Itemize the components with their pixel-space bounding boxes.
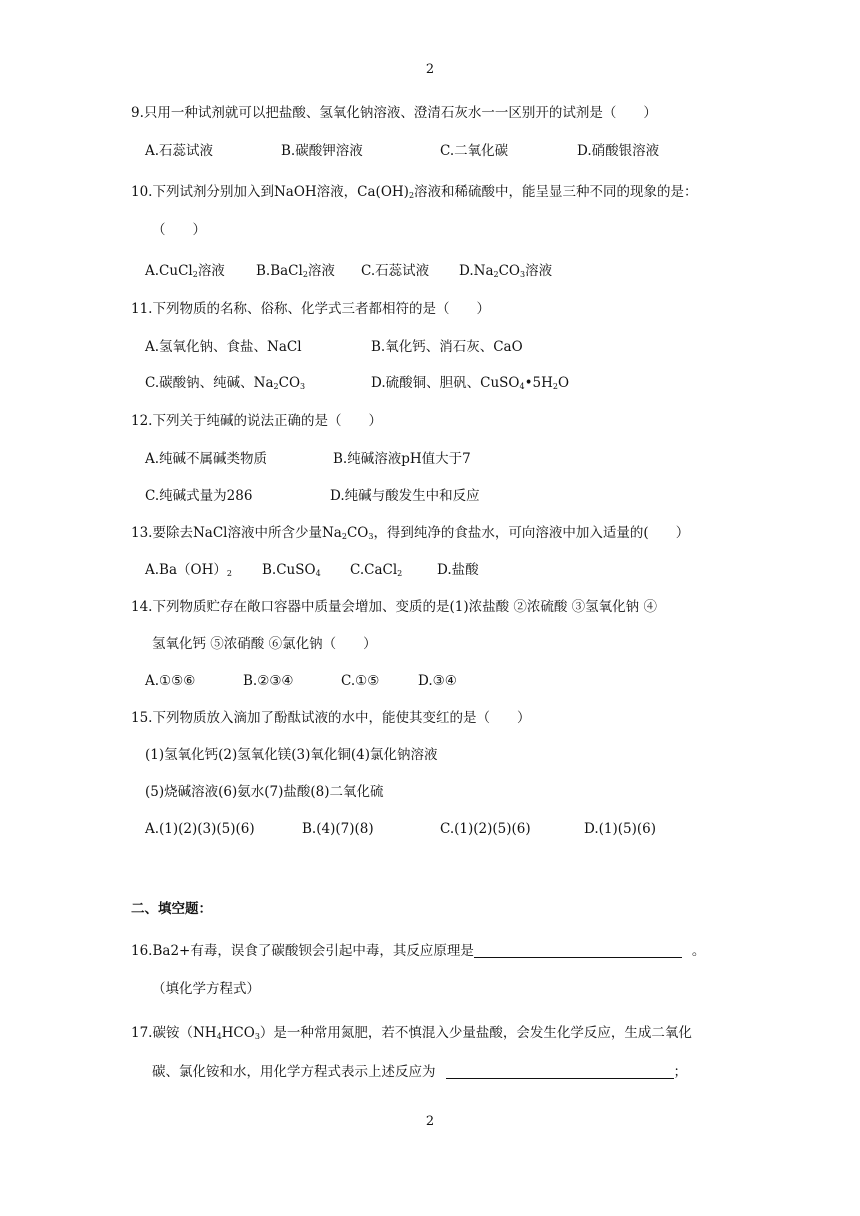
question-15-stem: 15.下列物质放入滴加了酚酞试液的水中，能使其变红的是（ ） xyxy=(131,710,531,726)
q11-option-c: C.碳酸钠、纯碱、$Na_2CO_3$ xyxy=(145,375,306,391)
q10-option-b: B.BaCl$_2$溶液 xyxy=(256,263,335,279)
q14-option-a: A.①⑤⑥ xyxy=(145,673,196,689)
q12-option-c: C.纯碱式量为286 xyxy=(145,488,253,504)
q15-option-a: A.(1)(2)(3)(5)(6) xyxy=(145,821,255,837)
q15-option-d: D.(1)(5)(6) xyxy=(584,821,657,837)
q14-option-b: B.②③④ xyxy=(243,673,294,689)
q12-option-a: A.纯碱不属碱类物质 xyxy=(145,451,268,467)
q13-option-c: C.CaCl$_2$ xyxy=(350,562,403,578)
q10-option-a: A.CuCl$_2$溶液 xyxy=(145,263,225,279)
q12-option-d: D.纯碱与酸发生中和反应 xyxy=(330,488,480,504)
question-9-stem: 9.只用一种试剂就可以把盐酸、氢氧化钠溶液、澄清石灰水一一区别开的试剂是（ ） xyxy=(131,105,657,121)
q10-option-d: $D.Na_2CO_3$溶液 xyxy=(459,263,553,279)
q16-note: （填化学方程式） xyxy=(152,981,260,997)
question-13-stem: 13.要除去NaCl溶液中所含少量$Na_2CO_3$，得到纯净的食盐水，可向溶液中加入适量的( ） xyxy=(131,525,690,541)
page-number-bottom: 2 xyxy=(425,1114,435,1129)
section-heading-fill-in: 二、填空题： xyxy=(131,901,212,917)
q9-option-b: B.碳酸钾溶液 xyxy=(281,143,363,159)
question-11-stem: 11.下列物质的名称、俗称、化学式三者都相符的是（ ） xyxy=(131,301,490,317)
q12-option-b: B.纯碱溶液pH值大于7 xyxy=(333,451,471,467)
question-12-stem: 12.下列关于纯碱的说法正确的是（ ） xyxy=(131,413,382,429)
question-17-line2: 碳、氯化铵和水，用化学方程式表示上述反应为 ； xyxy=(152,1064,687,1080)
q10-option-c: C.石蕊试液 xyxy=(361,263,430,279)
question-17-line1: 17.碳铵$(NH_4HCO_3)$是一种常用氮肥，若不慎混入少量盐酸，会发生化学反应，生成二氧化 xyxy=(131,1025,692,1041)
q9-option-c: C.二氧化碳 xyxy=(440,143,509,159)
question-16-stem: 16.Ba2+有毒，误食了碳酸钡会引起中毒，其反应原理是 。 xyxy=(131,943,706,959)
q13-option-b: B.CuSO$_4$ xyxy=(262,562,321,578)
q13-option-a: $A.Ba(OH)_2$ xyxy=(145,562,232,578)
q15-items-line1: (1)氢氧化钙(2)氢氧化镁(3)氧化铜(4)氯化钠溶液 xyxy=(145,747,438,763)
question-14-stem-line1: 14.下列物质贮存在敞口容器中质量会增加、变质的是(1)浓盐酸 ②浓硫酸 ③氢氧化钠 ④ xyxy=(131,599,657,615)
q11-option-d: D.硫酸铜、胆矾、$CuSO_4•5H_2O$ xyxy=(371,375,570,391)
q9-option-d: D.硝酸银溶液 xyxy=(577,143,660,159)
q13-option-d: D.盐酸 xyxy=(437,562,479,578)
q15-option-c: C.(1)(2)(5)(6) xyxy=(440,821,531,837)
q17-answer-blank xyxy=(446,1064,674,1079)
q16-answer-blank xyxy=(474,943,682,958)
q10-answer-paren: （ ） xyxy=(152,222,206,238)
q11-option-a: A.氢氧化钠、食盐、NaCl xyxy=(145,339,302,355)
q14-option-c: C.①⑤ xyxy=(341,673,380,689)
q15-option-b: B.(4)(7)(8) xyxy=(302,821,374,837)
page-number-top: 2 xyxy=(425,62,435,77)
q14-option-d: D.③④ xyxy=(418,673,457,689)
question-10-stem: 10.下列试剂分别加入到NaOH溶液，$Ca(OH)_2$溶液和稀硫酸中，能呈显三种不同的现象的是： xyxy=(131,184,698,200)
q15-items-line2: (5)烧碱溶液(6)氨水(7)盐酸(8)二氧化硫 xyxy=(145,784,384,800)
q11-option-b: B.氧化钙、消石灰、CaO xyxy=(371,339,523,355)
question-14-stem-line2: 氢氧化钙 ⑤浓硝酸 ⑥氯化钠（ ） xyxy=(152,636,377,652)
q9-option-a: A.石蕊试液 xyxy=(145,143,214,159)
